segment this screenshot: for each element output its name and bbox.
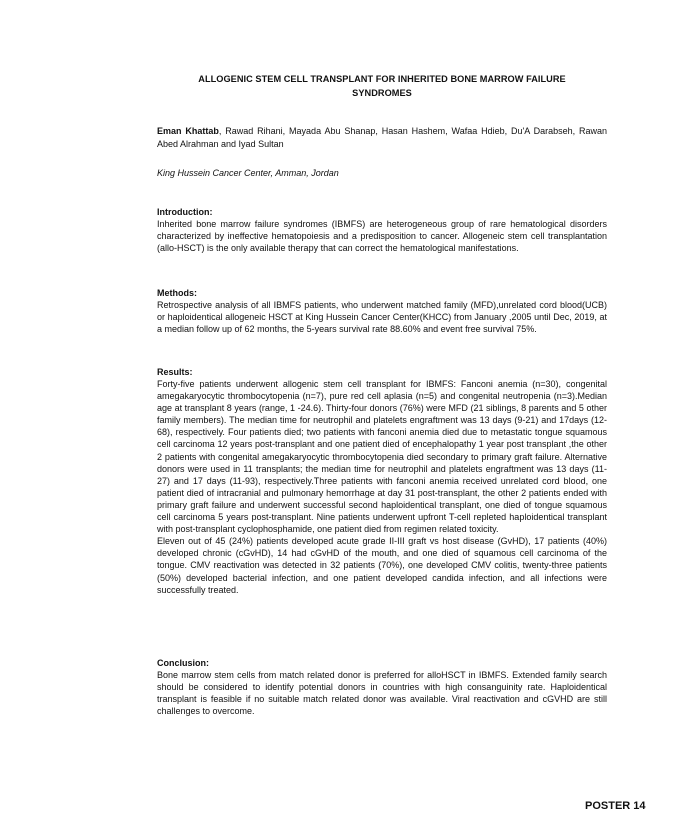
title-line-2: SYNDROMES <box>352 88 412 98</box>
introduction-section <box>157 206 607 254</box>
poster-number: POSTER 14 <box>585 800 646 812</box>
methods-section <box>157 287 607 335</box>
results-section <box>157 366 607 596</box>
conclusion-section <box>157 657 607 717</box>
affiliation: King Hussein Cancer Center, Amman, Jordan <box>157 168 339 178</box>
introduction-heading: Introduction: <box>157 207 213 217</box>
introduction-text: Inherited bone marrow failure syndromes (IBMFS) are heterogeneous group of rare hematological disorders characterized by ineffective hematopoiesis and a predisposition to cancer. Allogeneic stem cell transplantation (allo-HSCT) is the only available therapy that can correct the hematological manifestations. <box>157 219 607 254</box>
first-author: Eman Khattab <box>157 126 219 136</box>
methods-heading: Methods: <box>157 288 197 298</box>
abstract-title <box>150 72 614 100</box>
results-paragraph-2: Eleven out of 45 (24%) patients developed acute grade II-III graft vs host disease (GvHD), 17 patients (40%) developed chronic (cGvHD), 14 had cGvHD of the mouth, and one died of squamous cell carcinoma of the tongue. CMV reactivation was detected in 32 patients (70%), one developed CMV colitis, twenty-three patients (50%) developed bacterial infection, and one patient developed candida infection, and all infections were successfully treated. <box>157 536 607 595</box>
conclusion-text: Bone marrow stem cells from match related donor is preferred for alloHSCT in IBMFS. Extended family search should be considered to identify potential donors in countries with high consanguinity rate. Haploidentical transplant is feasible if no suitable match related donor was available. Viral reactivation and cGVHD are still challenges to overcome. <box>157 670 607 717</box>
author-list <box>157 125 607 151</box>
other-authors: , Rawad Rihani, Mayada Abu Shanap, Hasan Hashem, Wafaa Hdieb, Du'A Darabseh, Rawan Abed Alrahman and Iyad Sultan <box>157 126 607 149</box>
conclusion-heading: Conclusion: <box>157 658 209 668</box>
results-paragraph-1: Forty-five patients underwent allogenic stem cell transplant for IBMFS: Fanconi anemia (n=30), congenital amegakaryocytic thrombocytopenia (n=7), pure red cell aplasia (n=5) and congenital neutropenia (n=3).Median age at transplant 8 years (range, 1 -24.6). Thirty-four donors (76%) were MFD (21 siblings, 8 parents and 5 other family members). The median time for neutrophil and platelets engraftment was 13 days (9-21) and 17days (12-68), respectively. Four patients died; two patients with fanconi anemia died due to metastatic tongue squamous cell carcinoma 12 years post-transplant and one patient died of encephalopathy 1 year post transplant ,the other 2 patients with congenital amegakaryocytic thrombocytopenia died secondary to primary graft failure. Alternative donors were used in 11 transplants; the median time for neutrophil and platelets engraftment was 13 days (11-27) and 17 days (11-93), respectively.Three patients with fanconi anemia received unrelated cord blood, one patient died of intracranial and pulmonary hemorrhage at day 31 post-transplant, the other 2 patients ended with primary graft failure and underwent successful second haploidentical transplant, one died of tongue squamous cell carcinoma 5 years post-transplant. Nine patients underwent upfront T-cell repleted haploidentical transplant with post-transplant cyclophosphamide, one patient died from regimen related toxicity. <box>157 379 607 535</box>
results-heading: Results: <box>157 367 193 377</box>
title-line-1: ALLOGENIC STEM CELL TRANSPLANT FOR INHERITED BONE MARROW FAILURE <box>198 74 566 84</box>
methods-text: Retrospective analysis of all IBMFS patients, who underwent matched family (MFD),unrelated cord blood(UCB) or haploidentical allogeneic HSCT at King Hussein Cancer Center(KHCC) from January ,2005 until Dec, 2019, at a median follow up of 62 months, the 5-years survival rate 88.60% and event free survival 75%. <box>157 300 607 335</box>
